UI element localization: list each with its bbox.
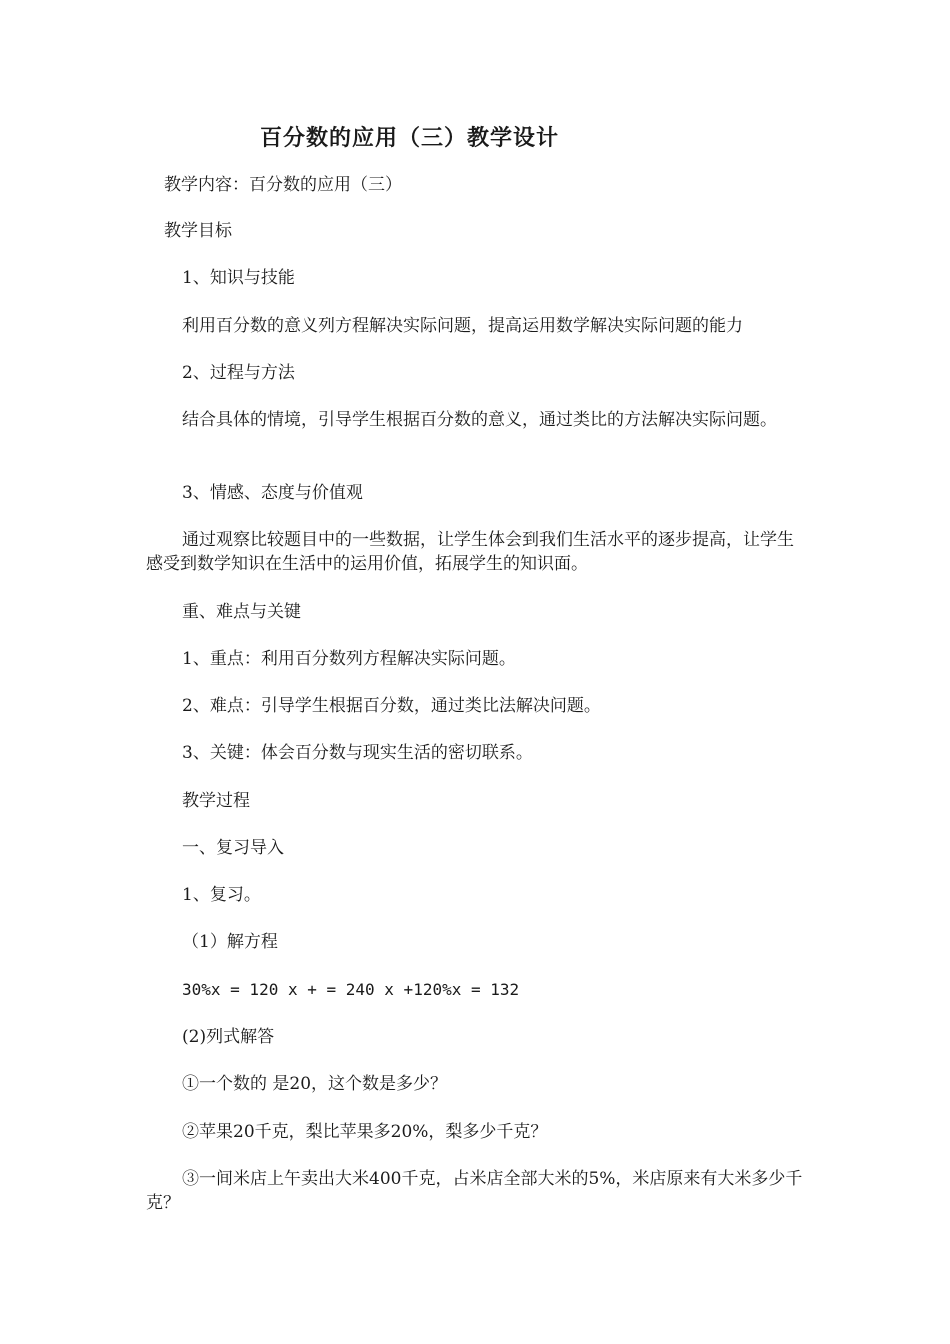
objective-2-heading: 2、过程与方法 xyxy=(182,363,295,383)
equations-line: 30%x = 120 x + = 240 x +120%x = 132 xyxy=(182,980,520,999)
key-point-1: 1、重点：利用百分数列方程解决实际问题。 xyxy=(182,649,516,669)
process-heading: 教学过程 xyxy=(182,791,250,811)
problem-3: ③一间米店上午卖出大米400千克，占米店全部大米的5%，米店原来有大米多少千克？ xyxy=(146,1169,803,1213)
sub-1-heading: （1）解方程 xyxy=(182,932,278,952)
objective-1-text: 利用百分数的意义列方程解决实际问题，提高运用数学解决实际问题的能力 xyxy=(182,316,743,336)
objectives-heading: 教学目标 xyxy=(164,221,232,241)
key-point-3: 3、关键：体会百分数与现实生活的密切联系。 xyxy=(182,743,533,763)
objective-2-text: 结合具体的情境，引导学生根据百分数的意义，通过类比的方法解决实际问题。 xyxy=(182,410,777,430)
objective-3-text: 通过观察比较题目中的一些数据，让学生体会到我们生活水平的逐步提高，让学生感受到数学知识在生活中的运用价值，拓展学生的知识面。 xyxy=(146,530,794,574)
content-label: 教学内容：百分数的应用（三） xyxy=(164,175,402,195)
sub-2-heading: (2)列式解答 xyxy=(182,1027,275,1047)
objective-1-heading: 1、知识与技能 xyxy=(182,268,295,288)
key-points-heading: 重、难点与关键 xyxy=(182,602,301,622)
key-point-2: 2、难点：引导学生根据百分数，通过类比法解决问题。 xyxy=(182,696,601,716)
section-1-heading: 一、复习导入 xyxy=(182,838,284,858)
objective-3-heading: 3、情感、态度与价值观 xyxy=(182,483,363,503)
review-heading: 1、复习。 xyxy=(182,885,261,905)
document-title: 百分数的应用（三）教学设计 xyxy=(260,125,560,151)
problem-2: ②苹果20千克，梨比苹果多20%，梨多少千克？ xyxy=(182,1122,548,1142)
problem-1: ①一个数的 是20，这个数是多少？ xyxy=(182,1074,448,1094)
